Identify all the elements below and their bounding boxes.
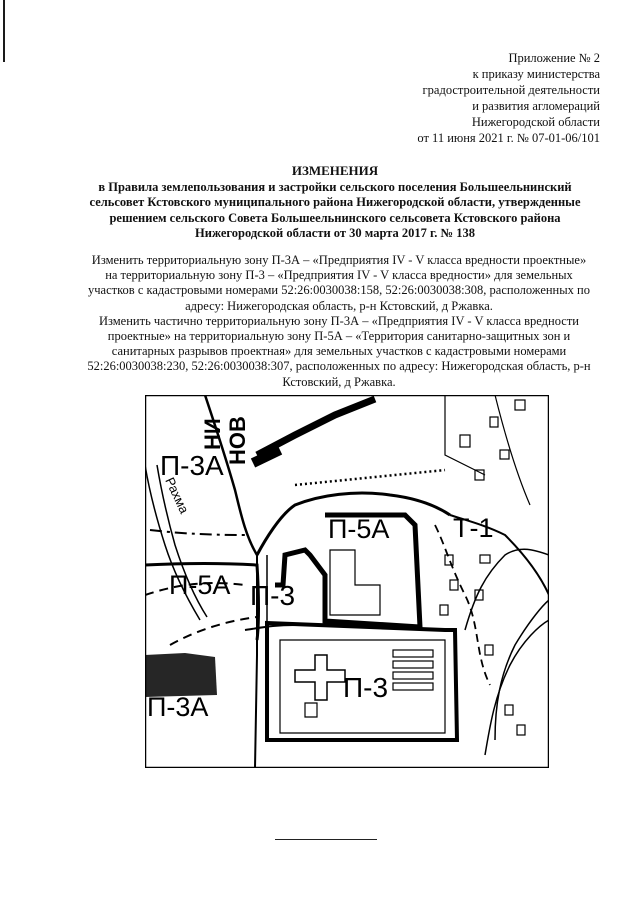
document-title xyxy=(70,163,600,242)
body-line: проектные» на территориальную зону П-5А – «Территория санитарно-защитных зон и xyxy=(107,329,571,344)
body-line: Изменить территориальную зону П-3А – «Предприятия IV - V класса вредности проектные» xyxy=(91,253,587,267)
zone-label: П-3А xyxy=(147,692,209,722)
body-line: участков с кадастровыми номерами 52:26:0030038:158, 52:26:0030038:308, расположенных по xyxy=(88,283,590,298)
footer-rule xyxy=(275,839,377,840)
scan-edge-line xyxy=(3,0,5,62)
appendix-line: Нижегородской области xyxy=(471,115,600,129)
street-label: Рахма xyxy=(162,474,192,516)
appendix-line: Приложение № 2 xyxy=(508,51,600,65)
street-label: НОВ xyxy=(225,416,250,465)
zone-label: П-3 xyxy=(343,672,389,703)
body-line: санитарных разрывов проектная» для земельных участков с кадастровыми номерами xyxy=(111,344,567,359)
body-line: Изменить частично территориальную зону П-3А – «Предприятия IV - V класса вредности xyxy=(98,313,579,328)
title-line: в Правила землепользования и застройки сельского поселения Большеельнинский xyxy=(98,179,572,194)
zone-label: П-5А xyxy=(169,570,231,600)
zone-label: П-5А xyxy=(328,514,390,544)
body-line: адресу: Нижегородская область, р-н Кстовский, д Ржавка. xyxy=(185,298,493,313)
document-body xyxy=(72,253,606,390)
appendix-line: градостроительной деятельности xyxy=(422,83,600,97)
zoning-map xyxy=(145,395,549,768)
title-heading: ИЗМЕНЕНИЯ xyxy=(291,163,379,178)
zone-label: Т-1 xyxy=(453,513,494,543)
body-line: на территориальную зону П-3 – «Предприятия IV - V класса вредности» для земельных xyxy=(105,268,573,283)
body-line: 52:26:0030038:230, 52:26:0030038:307, расположенных по адресу: Нижегородская область, р-н xyxy=(87,359,591,374)
appendix-line: от 11 июня 2021 г. № 07-01-06/101 xyxy=(417,131,600,145)
dense-area xyxy=(145,653,217,697)
appendix-line: и развития агломераций xyxy=(472,99,600,113)
body-line: Кстовский, д Ржавка. xyxy=(282,374,396,389)
appendix-line: к приказу министерства xyxy=(472,67,600,81)
title-line: Нижегородской области от 30 марта 2017 г. № 138 xyxy=(195,226,475,240)
title-line: решением сельского Совета Большеельнинского сельсовета Кстовского района xyxy=(109,210,561,225)
zone-label: П-3 xyxy=(250,580,296,611)
zone-label: П-3А xyxy=(160,450,224,481)
title-line: сельсовет Кстовского муниципального района Нижегородской области, утвержденные xyxy=(89,195,581,209)
street-label: НИ xyxy=(200,418,225,450)
appendix-reference xyxy=(417,50,600,146)
